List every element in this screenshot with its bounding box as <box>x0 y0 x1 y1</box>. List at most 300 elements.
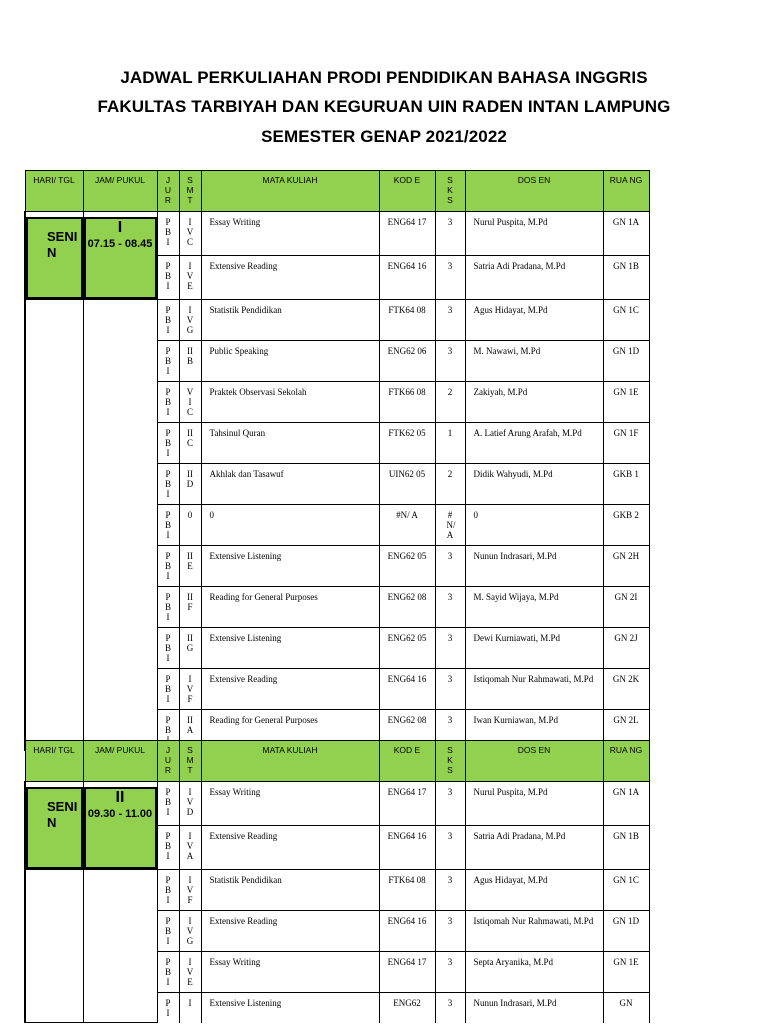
hari-cell <box>25 782 83 870</box>
kode-cell-text: ENG64 17 <box>387 957 427 967</box>
kode-cell <box>379 505 435 546</box>
smt-cell-text: IIC <box>186 428 193 448</box>
kode-cell <box>379 628 435 669</box>
header-jur <box>157 171 179 212</box>
mata-kuliah-cell <box>201 952 379 993</box>
kode-cell-text: FTK66 08 <box>388 387 426 397</box>
jur-cell <box>157 952 179 993</box>
header-jur-label: JUR <box>164 175 172 205</box>
session-number: II <box>115 789 125 806</box>
smt-cell-text: IIE <box>187 551 193 571</box>
kode-cell-text: ENG64 16 <box>387 674 427 684</box>
jur-cell-text: PI <box>165 998 171 1018</box>
dosen-cell-text: Didik Wahyudi, M.Pd <box>473 469 553 479</box>
ruang-cell <box>603 826 649 870</box>
ruang-cell-text: GN 1E <box>613 957 639 967</box>
smt-cell <box>179 382 201 423</box>
mata-kuliah-cell <box>201 826 379 870</box>
jur-cell-text: PBI <box>164 831 171 861</box>
jam-block <box>84 787 157 869</box>
header-dosen-label: DOS EN <box>517 175 551 185</box>
header-kode <box>379 171 435 212</box>
smt-cell <box>179 212 201 256</box>
ruang-cell <box>603 341 649 382</box>
header-sks-label: SKS <box>447 745 453 775</box>
smt-cell <box>179 300 201 341</box>
ruang-cell-text: GN 2L <box>613 715 639 725</box>
dosen-cell-text: Satria Adi Pradana, M.Pd <box>473 831 566 841</box>
ruang-cell-text: GN 1B <box>613 831 639 841</box>
header-mata-kuliah-label: MATA KULIAH <box>262 175 318 185</box>
mata-kuliah-cell-text: Essay Writing <box>209 787 261 797</box>
sks-cell-text: 3 <box>447 674 453 684</box>
sks-cell-text: 3 <box>447 346 453 356</box>
ruang-cell <box>603 870 649 911</box>
smt-cell-text: IID <box>186 469 194 489</box>
jur-cell-text: PBI <box>164 633 171 663</box>
ruang-cell-text: GKB 2 <box>613 510 639 520</box>
dosen-cell-text: Zakiyah, M.Pd <box>473 387 528 397</box>
mata-kuliah-cell-text: Akhlak dan Tasawuf <box>209 469 284 479</box>
sks-cell <box>435 870 465 911</box>
jur-cell-text: PBI <box>164 261 171 291</box>
sks-cell-text: 3 <box>447 305 453 315</box>
header-ruang-label: RUA NG <box>609 745 643 755</box>
ruang-cell-text: GN 2J <box>614 633 638 643</box>
mata-kuliah-cell-text: Extensive Listening <box>209 633 282 643</box>
jur-cell-text: PB <box>164 715 171 735</box>
mata-kuliah-cell-text: Tahsinul Quran <box>209 428 266 438</box>
sks-cell-text: 3 <box>447 875 453 885</box>
kode-cell-text: FTK64 08 <box>388 875 426 885</box>
header-jam <box>83 741 157 782</box>
dosen-cell-text: Agus Hidayat, M.Pd <box>473 305 548 315</box>
smt-cell-text: I <box>188 998 192 1008</box>
sks-cell <box>435 993 465 1023</box>
jam-cell <box>83 782 157 870</box>
sks-cell-text: 3 <box>447 998 453 1008</box>
sks-cell <box>435 952 465 993</box>
header-kode-label: KOD E <box>393 175 421 185</box>
ruang-cell-text: GN <box>619 998 633 1008</box>
hari-label: SENI N <box>26 217 83 299</box>
table-row <box>25 300 649 341</box>
jur-cell-text: PBI <box>164 387 171 417</box>
smt-cell <box>179 993 201 1023</box>
dosen-cell <box>465 212 603 256</box>
hari-label: SENI N <box>26 787 83 869</box>
header-jur <box>157 741 179 782</box>
mata-kuliah-cell <box>201 911 379 952</box>
session-time: 09.30 - 11.00 <box>87 808 153 820</box>
sks-cell <box>435 212 465 256</box>
mata-kuliah-cell-text: Extensive Listening <box>209 551 282 561</box>
jur-cell <box>157 826 179 870</box>
dosen-cell-text: 0 <box>473 510 478 520</box>
sks-cell <box>435 423 465 464</box>
jur-cell <box>157 587 179 628</box>
header-jur-label: JUR <box>164 745 172 775</box>
jur-cell <box>157 628 179 669</box>
ruang-cell-text: GN 1C <box>613 305 639 315</box>
sks-cell <box>435 782 465 826</box>
sks-cell-text: 3 <box>447 592 453 602</box>
kode-cell <box>379 382 435 423</box>
ruang-cell <box>603 669 649 710</box>
ruang-cell <box>603 993 649 1023</box>
mata-kuliah-cell-text: Statistik Pendidikan <box>209 305 282 315</box>
kode-cell-text: UIN62 05 <box>388 469 426 479</box>
sks-cell-text: 1 <box>447 428 453 438</box>
dosen-cell <box>465 628 603 669</box>
mata-kuliah-cell-text: Reading for General Purposes <box>209 592 318 602</box>
kode-cell <box>379 669 435 710</box>
smt-cell-text: IIG <box>186 633 194 653</box>
sks-cell-text: 3 <box>447 715 453 725</box>
sks-cell <box>435 669 465 710</box>
dosen-cell-text: Nurul Puspita, M.Pd <box>473 217 548 227</box>
mata-kuliah-cell <box>201 870 379 911</box>
mata-kuliah-cell <box>201 993 379 1023</box>
header-mata-kuliah <box>201 741 379 782</box>
header-row <box>25 171 649 212</box>
dosen-cell <box>465 993 603 1023</box>
kode-cell-text: ENG64 17 <box>387 217 427 227</box>
smt-cell-text: VIC <box>186 387 194 417</box>
ruang-cell <box>603 505 649 546</box>
jur-cell-text: PBI <box>164 510 171 540</box>
kode-cell-text: ENG62 <box>393 998 421 1008</box>
header-sks-label: SKS <box>447 175 453 205</box>
sks-cell-text: 3 <box>447 831 453 841</box>
sks-cell <box>435 587 465 628</box>
header-dosen-label: DOS EN <box>517 745 551 755</box>
dosen-cell-text: M. Nawawi, M.Pd <box>473 346 541 356</box>
dosen-cell-text: Septa Aryanika, M.Pd <box>473 957 553 967</box>
kode-cell <box>379 256 435 300</box>
header-smt <box>179 171 201 212</box>
kode-cell <box>379 782 435 826</box>
ruang-cell-text: GKB 1 <box>613 469 639 479</box>
ruang-cell <box>603 911 649 952</box>
mata-kuliah-cell <box>201 628 379 669</box>
header-smt-label: SMT <box>186 175 194 205</box>
ruang-cell-text: GN 2I <box>614 592 638 602</box>
ruang-cell <box>603 212 649 256</box>
ruang-cell <box>603 628 649 669</box>
smt-cell-text: IVF <box>186 875 194 905</box>
kode-cell <box>379 423 435 464</box>
jur-cell <box>157 256 179 300</box>
smt-cell-text: IVA <box>186 831 194 861</box>
dosen-cell <box>465 587 603 628</box>
smt-cell <box>179 826 201 870</box>
kode-cell <box>379 212 435 256</box>
kode-cell-text: ENG64 17 <box>387 787 427 797</box>
sks-cell <box>435 628 465 669</box>
session-number: I <box>117 219 123 236</box>
smt-cell <box>179 870 201 911</box>
dosen-cell-text: Nunun Indrasari, M.Pd <box>473 551 557 561</box>
ruang-cell <box>603 464 649 505</box>
jur-cell-text: PBI <box>164 875 171 905</box>
header-ruang <box>603 171 649 212</box>
kode-cell-text: ENG64 16 <box>387 261 427 271</box>
jur-cell <box>157 669 179 710</box>
jur-cell-text: PBI <box>164 346 171 376</box>
dosen-cell-text: Agus Hidayat, M.Pd <box>473 875 548 885</box>
jam-empty-cell <box>83 300 157 751</box>
sks-cell <box>435 505 465 546</box>
dosen-cell <box>465 669 603 710</box>
smt-cell <box>179 505 201 546</box>
dosen-cell-text: Dewi Kurniawati, M.Pd <box>473 633 560 643</box>
sks-cell <box>435 911 465 952</box>
session-time: 07.15 - 08.45 <box>87 238 153 250</box>
jur-cell <box>157 505 179 546</box>
header-sks <box>435 171 465 212</box>
kode-cell-text: ENG62 08 <box>387 592 427 602</box>
jur-cell <box>157 212 179 256</box>
smt-cell-text: IVF <box>186 674 194 704</box>
smt-cell-text: 0 <box>187 510 193 520</box>
dosen-cell <box>465 256 603 300</box>
ruang-cell <box>603 256 649 300</box>
smt-cell <box>179 546 201 587</box>
ruang-cell-text: GN 2K <box>612 674 640 684</box>
jur-cell-text: PBI <box>164 957 171 987</box>
hari-cell <box>25 212 83 300</box>
ruang-cell <box>603 423 649 464</box>
jur-cell-text: PBI <box>164 674 171 704</box>
smt-cell-text: IIB <box>186 346 193 366</box>
header-dosen <box>465 741 603 782</box>
jur-cell <box>157 993 179 1023</box>
hari-empty-cell <box>25 870 83 1023</box>
mata-kuliah-cell <box>201 212 379 256</box>
smt-cell <box>179 587 201 628</box>
header-hari-label: HARI/ TGL <box>33 745 75 755</box>
kode-cell <box>379 587 435 628</box>
mata-kuliah-cell <box>201 256 379 300</box>
ruang-cell <box>603 300 649 341</box>
ruang-cell-text: GN 1A <box>612 787 640 797</box>
sks-cell-text: 3 <box>447 551 453 561</box>
dosen-cell <box>465 382 603 423</box>
sks-cell <box>435 464 465 505</box>
kode-cell <box>379 300 435 341</box>
smt-cell <box>179 669 201 710</box>
header-hari-label: HARI/ TGL <box>33 175 75 185</box>
dosen-cell-text: Istiqomah Nur Rahmawati, M.Pd <box>473 916 594 926</box>
kode-cell <box>379 464 435 505</box>
dosen-cell <box>465 423 603 464</box>
mata-kuliah-cell <box>201 782 379 826</box>
kode-cell-text: FTK64 08 <box>388 305 426 315</box>
header-hari <box>25 741 83 782</box>
dosen-cell <box>465 826 603 870</box>
dosen-cell-text: Iwan Kurniawan, M.Pd <box>473 715 558 725</box>
header-kode-label: KOD E <box>393 745 421 755</box>
jur-cell-text: PBI <box>164 217 171 247</box>
kode-cell-text: #N/ A <box>396 510 418 520</box>
ruang-cell-text: GN 1E <box>613 387 639 397</box>
sks-cell-text: 3 <box>447 916 453 926</box>
kode-cell <box>379 952 435 993</box>
header-ruang <box>603 741 649 782</box>
jur-cell-text: PBI <box>164 916 171 946</box>
smt-cell <box>179 952 201 993</box>
jur-cell <box>157 341 179 382</box>
table-row <box>25 782 649 826</box>
mata-kuliah-cell-text: Extensive Listening <box>209 998 282 1008</box>
sks-cell <box>435 256 465 300</box>
mata-kuliah-cell <box>201 423 379 464</box>
dosen-cell-text: Satria Adi Pradana, M.Pd <box>473 261 566 271</box>
ruang-cell <box>603 382 649 423</box>
dosen-cell <box>465 341 603 382</box>
smt-cell <box>179 628 201 669</box>
mata-kuliah-cell-text: Extensive Reading <box>209 261 278 271</box>
mata-kuliah-cell-text: 0 <box>209 510 214 520</box>
jam-empty-cell <box>83 870 157 1023</box>
smt-cell-text: IVG <box>186 916 194 946</box>
header-hari <box>25 171 83 212</box>
header-jam-label: JAM/ PUKUL <box>94 175 146 185</box>
sks-cell-text: 3 <box>447 957 453 967</box>
header-smt-label: SMT <box>186 745 194 775</box>
dosen-cell <box>465 464 603 505</box>
header-smt <box>179 741 201 782</box>
sks-cell-text: #N/A <box>446 510 456 540</box>
jur-cell <box>157 300 179 341</box>
title-line-3: SEMESTER GENAP 2021/2022 <box>261 127 507 146</box>
smt-cell-text: IVC <box>186 217 194 247</box>
dosen-cell <box>465 300 603 341</box>
smt-cell <box>179 341 201 382</box>
mata-kuliah-cell <box>201 669 379 710</box>
kode-cell-text: ENG62 08 <box>387 715 427 725</box>
jam-cell <box>83 212 157 300</box>
jur-cell <box>157 382 179 423</box>
mata-kuliah-cell-text: Reading for General Purposes <box>209 715 318 725</box>
sks-cell <box>435 826 465 870</box>
dosen-cell-text: Nunun Indrasari, M.Pd <box>473 998 557 1008</box>
sks-cell <box>435 546 465 587</box>
header-dosen <box>465 171 603 212</box>
ruang-cell-text: GN 1C <box>613 875 639 885</box>
jur-cell <box>157 782 179 826</box>
sks-cell-text: 3 <box>447 633 453 643</box>
sks-cell-text: 2 <box>447 469 453 479</box>
kode-cell <box>379 546 435 587</box>
smt-cell-text: IVE <box>186 957 194 987</box>
mata-kuliah-cell <box>201 587 379 628</box>
sks-cell-text: 3 <box>447 217 453 227</box>
sks-cell <box>435 382 465 423</box>
table-row <box>25 870 649 911</box>
kode-cell-text: ENG62 05 <box>387 633 427 643</box>
smt-cell-text: IIF <box>187 592 193 612</box>
mata-kuliah-cell <box>201 546 379 587</box>
dosen-cell <box>465 952 603 993</box>
mata-kuliah-cell <box>201 300 379 341</box>
sks-cell <box>435 341 465 382</box>
dosen-cell <box>465 911 603 952</box>
dosen-cell <box>465 870 603 911</box>
sks-cell-text: 3 <box>447 261 453 271</box>
sks-cell-text: 3 <box>447 787 453 797</box>
kode-cell <box>379 870 435 911</box>
mata-kuliah-cell <box>201 464 379 505</box>
jur-cell <box>157 464 179 505</box>
mata-kuliah-cell-text: Extensive Reading <box>209 831 278 841</box>
header-mata-kuliah <box>201 171 379 212</box>
smt-cell <box>179 782 201 826</box>
jur-cell <box>157 870 179 911</box>
mata-kuliah-cell-text: Essay Writing <box>209 957 261 967</box>
ruang-cell <box>603 587 649 628</box>
ruang-cell-text: GN 1D <box>612 916 640 926</box>
sks-cell <box>435 300 465 341</box>
mata-kuliah-cell-text: Essay Writing <box>209 217 261 227</box>
header-kode <box>379 741 435 782</box>
kode-cell-text: FTK62 05 <box>388 428 426 438</box>
kode-cell <box>379 826 435 870</box>
header-row <box>25 741 649 782</box>
jur-cell-text: PBI <box>164 469 171 499</box>
schedule-table-session-1 <box>24 170 650 751</box>
smt-cell-text: IVD <box>186 787 194 817</box>
smt-cell <box>179 464 201 505</box>
mata-kuliah-cell-text: Public Speaking <box>209 346 269 356</box>
mata-kuliah-cell-text: Extensive Reading <box>209 674 278 684</box>
dosen-cell <box>465 782 603 826</box>
header-sks <box>435 741 465 782</box>
smt-cell-text: IVG <box>186 305 194 335</box>
ruang-cell-text: GN 1A <box>612 217 640 227</box>
ruang-cell-text: GN 1F <box>613 428 639 438</box>
jur-cell <box>157 423 179 464</box>
kode-cell-text: ENG64 16 <box>387 831 427 841</box>
ruang-cell <box>603 952 649 993</box>
kode-cell-text: ENG62 06 <box>387 346 427 356</box>
mata-kuliah-cell-text: Statistik Pendidikan <box>209 875 282 885</box>
jur-cell-text: PBI <box>164 551 171 581</box>
dosen-cell-text: M. Sayid Wijaya, M.Pd <box>473 592 559 602</box>
kode-cell <box>379 911 435 952</box>
ruang-cell <box>603 782 649 826</box>
mata-kuliah-cell <box>201 505 379 546</box>
ruang-cell <box>603 546 649 587</box>
jur-cell <box>157 546 179 587</box>
dosen-cell-text: A. Latief Arung Arafah, M.Pd <box>473 428 582 438</box>
mata-kuliah-cell-text: Praktek Observasi Sekolah <box>209 387 307 397</box>
ruang-cell-text: GN 1D <box>612 346 640 356</box>
kode-cell <box>379 993 435 1023</box>
smt-cell <box>179 911 201 952</box>
header-ruang-label: RUA NG <box>609 175 643 185</box>
jur-cell-text: PBI <box>164 305 171 335</box>
header-mata-kuliah-label: MATA KULIAH <box>262 745 318 755</box>
kode-cell <box>379 341 435 382</box>
mata-kuliah-cell <box>201 341 379 382</box>
kode-cell-text: ENG64 16 <box>387 916 427 926</box>
jam-block <box>84 217 157 299</box>
schedule-table-session-2 <box>24 740 650 1023</box>
smt-cell-text: IVE <box>186 261 194 291</box>
jur-cell-text: PBI <box>164 787 171 817</box>
